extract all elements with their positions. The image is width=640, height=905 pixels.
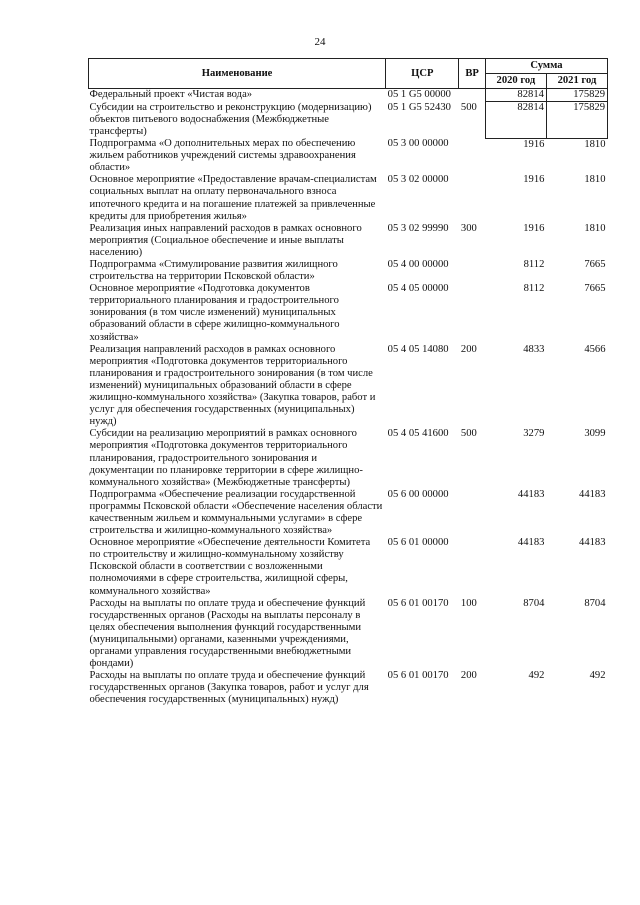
row-sum-2021: 8704	[584, 597, 606, 609]
header-sum: Сумма	[485, 59, 607, 74]
row-vr: 300	[460, 222, 477, 234]
row-sum-2021: 7665	[584, 259, 606, 270]
row-name: Расходы на выплаты по оплате труда и обеспечение функций государственных органов (Расходы на выплаты персоналу в целях обеспечения выполнения функций государственными (муниципальными) органами, казенными учреждениями, органами управления государственными внебюджетными фондами)	[89, 597, 366, 670]
row-sum-2020: 82814	[485, 89, 546, 102]
row-csr: 05 6 00 00000	[387, 488, 449, 500]
row-sum-2021: 3099	[584, 428, 606, 440]
row-sum-2020: 3279	[523, 428, 545, 440]
table-row	[89, 223, 608, 259]
row-vr	[459, 259, 485, 283]
row-sum-2021: 175829	[546, 102, 607, 138]
row-csr: 05 6 01 00170	[387, 597, 449, 609]
header-csr: ЦСР	[386, 59, 459, 89]
row-name: Субсидии на реализацию мероприятий в рамках основного мероприятия «Подготовка документов территориального планирования, градостроительного зонирования и документации по планировке территории в сфере жилищно-коммунального хозяйства» (Межбюджетные трансферты)	[89, 428, 363, 488]
row-sum-2021: 44183	[579, 488, 606, 500]
row-vr: 100	[460, 597, 477, 609]
header-year-2021: 2021 год	[546, 74, 607, 89]
row-csr: 05 4 05 14080	[387, 343, 449, 355]
table-row	[89, 174, 608, 222]
row-vr	[459, 174, 485, 222]
row-name: Основное мероприятие «Подготовка документов территориального планирования и градостроительного зонирования (в том числе изменений) муниципальных образований области в сфере жилищно-коммунального хозяйства»	[89, 283, 340, 343]
row-sum-2020: 8112	[523, 283, 545, 295]
table-row	[89, 598, 608, 671]
row-csr: 05 6 01 00170	[387, 670, 449, 682]
row-name: Подпрограмма «О дополнительных мерах по обеспечению жильем работников учреждений системы здравоохранения области»	[89, 138, 356, 174]
table-row	[89, 102, 608, 138]
row-sum-2021: 492	[589, 670, 606, 682]
table-row	[89, 489, 608, 537]
table-row	[89, 89, 608, 102]
row-sum-2020: 4833	[523, 343, 545, 355]
budget-table	[88, 58, 608, 706]
row-csr: 05 1 G5 00000	[387, 89, 451, 101]
row-name: Реализация иных направлений расходов в рамках основного мероприятия (Социальное обеспечение и иные выплаты населению)	[89, 222, 362, 258]
row-sum-2021: 1810	[584, 174, 606, 186]
row-csr: 05 3 02 00000	[387, 174, 449, 186]
row-vr: 500	[460, 101, 477, 113]
page-number: 24	[314, 36, 326, 48]
row-csr: 05 3 02 99990	[387, 222, 449, 234]
row-csr: 05 4 05 41600	[387, 428, 449, 440]
table-row	[89, 670, 608, 706]
row-csr: 05 1 G5 52430	[387, 101, 451, 113]
row-sum-2021: 7665	[584, 283, 606, 295]
row-sum-2020: 44183	[517, 488, 545, 500]
row-sum-2021: 1810	[584, 138, 606, 150]
row-vr	[459, 283, 485, 343]
row-csr: 05 4 00 00000	[387, 259, 449, 270]
table-row	[89, 138, 608, 174]
row-vr	[459, 89, 485, 102]
row-csr: 05 6 01 00000	[387, 537, 449, 549]
row-vr	[459, 537, 485, 597]
row-sum-2021: 1810	[584, 222, 606, 234]
row-name: Основное мероприятие «Предоставление врачам-специалистам социальных выплат на оплату первоначального взноса ипотечного кредита и на погашение платежей за привлеченные кредиты для приобретения жилья»	[89, 174, 377, 222]
table-body	[89, 89, 608, 707]
row-vr: 200	[460, 343, 477, 355]
table-row	[89, 344, 608, 429]
row-sum-2021: 4566	[584, 343, 606, 355]
table-row	[89, 259, 608, 283]
row-vr	[459, 138, 485, 174]
row-sum-2020: 8704	[523, 597, 545, 609]
row-csr: 05 3 00 00000	[387, 138, 449, 150]
row-sum-2020: 8112	[523, 259, 545, 270]
row-sum-2020: 492	[528, 670, 545, 682]
row-vr: 500	[460, 428, 477, 440]
table-row	[89, 428, 608, 488]
row-name: Подпрограмма «Обеспечение реализации государственной программы Псковской области «Обеспечение населения области качественным жильем и коммунальными услугами» в сфере строительства и жилищно-коммунального хозяйства»	[89, 488, 383, 537]
row-name: Подпрограмма «Стимулирование развития жилищного строительства на территории Псковской области»	[89, 259, 338, 283]
table-header	[89, 59, 608, 89]
row-csr: 05 4 05 00000	[387, 283, 449, 295]
row-name: Расходы на выплаты по оплате труда и обеспечение функций государственных органов (Закупка товаров, работ и услуг для обеспечения государственных (муниципальных) нужд)	[89, 670, 369, 706]
row-name: Субсидии на строительство и реконструкцию (модернизацию) объектов питьевого водоснабжения (Межбюджетные трансферты)	[89, 101, 372, 137]
row-name: Основное мероприятие «Обеспечение деятельности Комитета по строительству и жилищно-коммунальному хозяйству Псковской области в соответствии с возложенными полномочиями в сфере строительства, жилищной сферы, коммунального хозяйства»	[89, 537, 371, 597]
row-name: Реализация направлений расходов в рамках основного мероприятия «Подготовка документов территориального планирования и градостроительного зонирования (в том числе изменений) муниципальных образований области в сфере жилищно-коммунального хозяйства» (Закупка товаров, работ и услуг для обеспечения государственных (муниципальных) нужд)	[89, 343, 376, 428]
header-vr: ВР	[459, 59, 485, 89]
row-sum-2020: 82814	[485, 102, 546, 138]
table-row	[89, 537, 608, 597]
header-year-2020: 2020 год	[485, 74, 546, 89]
row-name: Федеральный проект «Чистая вода»	[89, 89, 253, 101]
row-sum-2021: 44183	[579, 537, 606, 549]
row-vr: 200	[460, 670, 477, 682]
row-sum-2020: 1916	[523, 138, 545, 150]
row-sum-2020: 1916	[523, 174, 545, 186]
row-sum-2020: 44183	[517, 537, 545, 549]
header-name: Наименование	[89, 59, 386, 89]
row-sum-2020: 1916	[523, 222, 545, 234]
row-sum-2021: 175829	[546, 89, 607, 102]
row-vr	[459, 489, 485, 537]
table-row	[89, 283, 608, 343]
